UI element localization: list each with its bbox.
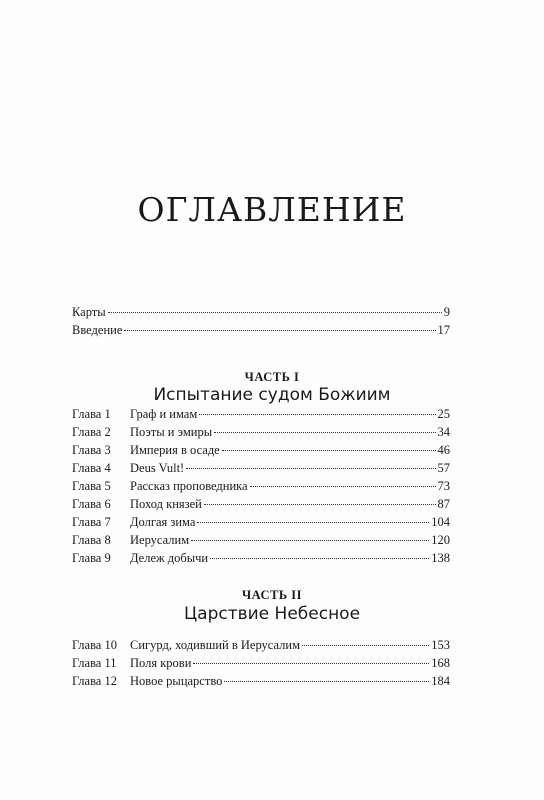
leader-dots [224, 680, 429, 682]
chapter-number: Глава 8 [72, 533, 111, 547]
toc-chapter-9[interactable] [72, 551, 450, 571]
toc-page-number: 17 [437, 323, 450, 337]
leader-dots [210, 557, 429, 559]
leader-dots [199, 413, 435, 415]
leader-dots [214, 431, 435, 433]
part-1-label: ЧАСТЬ I [244, 370, 300, 384]
toc-page-number: 25 [437, 407, 450, 421]
toc-chapter-8[interactable] [72, 533, 450, 553]
toc-page-number: 9 [443, 305, 450, 319]
toc-chapter-2[interactable] [72, 425, 450, 445]
page-title: ОГЛАВЛЕНИЕ [137, 190, 407, 229]
leader-dots [204, 503, 436, 505]
chapter-title: Поэты и эмиры [130, 425, 213, 439]
toc-page-number: 104 [431, 515, 450, 529]
chapter-number: Глава 7 [72, 515, 111, 529]
chapter-number: Глава 3 [72, 443, 111, 457]
toc-chapter-12[interactable] [72, 674, 450, 694]
part-1-title: Испытание судом Божиим [153, 385, 391, 405]
toc-page-number: 120 [431, 533, 450, 547]
toc-chapter-5[interactable] [72, 479, 450, 499]
chapter-number: Глава 6 [72, 497, 111, 511]
chapter-number: Глава 12 [72, 674, 117, 688]
chapter-title: Империя в осаде [130, 443, 220, 457]
toc-chapter-1[interactable] [72, 407, 450, 427]
chapter-title: Рассказ проповедника [130, 479, 248, 493]
toc-page-number: 184 [431, 674, 450, 688]
toc-entry-introduction[interactable] [72, 323, 450, 343]
toc-entry-label: Введение [72, 323, 123, 337]
chapter-title: Deus Vult! [130, 461, 185, 475]
chapter-number: Глава 2 [72, 425, 111, 439]
part-2-title: Царствие Небесное [183, 604, 361, 624]
toc-entry-label: Карты [72, 305, 106, 319]
chapter-number: Глава 9 [72, 551, 111, 565]
chapter-number: Глава 4 [72, 461, 111, 475]
toc-page-number: 153 [431, 638, 450, 652]
chapter-title: Поход князей [130, 497, 202, 511]
chapter-title: Иерусалим [130, 533, 190, 547]
leader-dots [191, 539, 429, 541]
chapter-title: Поля крови [130, 656, 192, 670]
toc-chapter-4[interactable] [72, 461, 450, 481]
part-2-label: ЧАСТЬ II [241, 588, 303, 602]
chapter-title: Сигурд, ходивший в Иерусалим [130, 638, 300, 652]
toc-chapter-10[interactable] [72, 638, 450, 658]
chapter-title: Граф и имам [130, 407, 198, 421]
toc-page-number: 87 [437, 497, 450, 511]
leader-dots [124, 329, 435, 331]
toc-page-number: 73 [437, 479, 450, 493]
leader-dots [186, 467, 435, 469]
toc-chapter-6[interactable] [72, 497, 450, 517]
chapter-number: Глава 11 [72, 656, 117, 670]
leader-dots [302, 644, 429, 646]
toc-page-number: 168 [431, 656, 450, 670]
toc-chapter-7[interactable] [72, 515, 450, 535]
toc-entry-maps[interactable] [72, 305, 450, 325]
toc-page-number: 138 [431, 551, 450, 565]
toc-page-number: 34 [437, 425, 450, 439]
leader-dots [197, 521, 429, 523]
chapter-number: Глава 5 [72, 479, 111, 493]
toc-page-number: 57 [437, 461, 450, 475]
leader-dots [193, 662, 429, 664]
chapter-number: Глава 1 [72, 407, 111, 421]
leader-dots [108, 311, 442, 313]
chapter-title: Долгая зима [130, 515, 196, 529]
leader-dots [222, 449, 436, 451]
chapter-title: Дележ добычи [130, 551, 209, 565]
toc-page-number: 46 [437, 443, 450, 457]
toc-chapter-11[interactable] [72, 656, 450, 676]
toc-chapter-3[interactable] [72, 443, 450, 463]
chapter-number: Глава 10 [72, 638, 117, 652]
leader-dots [250, 485, 436, 487]
chapter-title: Новое рыцарство [130, 674, 223, 688]
